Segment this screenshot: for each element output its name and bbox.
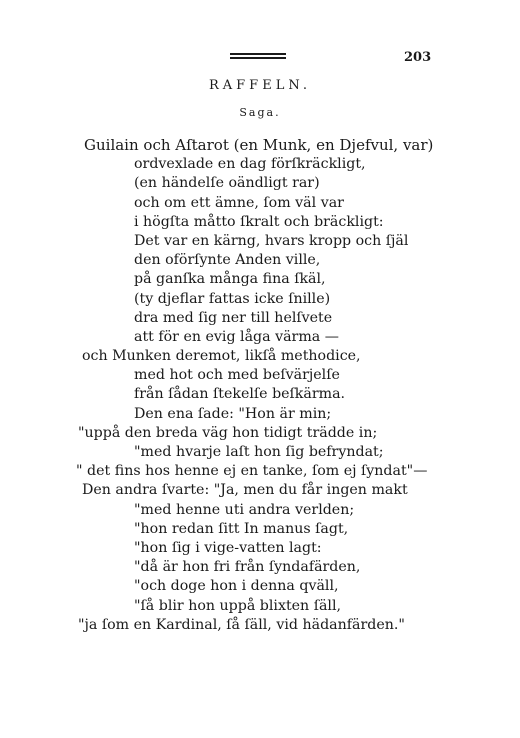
poem-line: från ſådan ſtekelſe beſkärma. [134, 386, 346, 403]
poem-line: med hot och med beſvärjelſe [134, 367, 340, 384]
poem-body [76, 136, 444, 635]
poem-line: att för en evig låga värma — [134, 328, 339, 345]
poem-line: (en händelſe oändligt rar) [134, 175, 320, 192]
poem-line: ordvexlade en dag förſkräckligt, [134, 156, 366, 173]
poem-line: "då är hon fri från ſyndafärden, [134, 559, 361, 576]
poem-line: "med hvarje laſt hon ſig befryndat; [134, 444, 384, 460]
poem-title: RAFFELN. [208, 78, 311, 93]
poem-line: "uppå den breda väg hon tidigt trädde in; [78, 424, 378, 441]
poem-line: " det fins hos henne ej en tanke, ſom ej ſyndat"— [76, 463, 428, 480]
poem-line: "och doge hon i denna qväll, [134, 578, 339, 595]
poem-line: "med henne uti andra verlden; [134, 501, 355, 518]
poem-line: Det var en kärng, hvars kropp och ſjäl [134, 232, 409, 249]
poem-line: Den andra ſvarte: "Ja, men du får ingen makt [82, 482, 408, 499]
poem-line: i högſta måtto ſkralt och bräckligt: [134, 213, 384, 230]
poem-line: Guilain och Aſtarot (en Munk, en Djefvul, var) [84, 136, 434, 154]
page-number: 203 [404, 50, 432, 65]
poem-line: dra med ſig ner till helſvete [134, 309, 333, 326]
poem-line: och om ett ämne, ſom väl var [134, 194, 344, 211]
poem-line: "ja ſom en Kardinal, ſå ſäll, vid hädanfärden." [78, 616, 405, 633]
header-rule [230, 53, 286, 59]
poem-line: "hon redan ſitt In manus ſagt, [134, 520, 349, 537]
poem-line: och Munken deremot, likſå methodice, [82, 348, 361, 365]
poem-subtitle: Saga. [239, 106, 281, 119]
poem-line: på ganſka många fina ſkäl, [134, 271, 326, 288]
poem-line: "hon ſig i vige-vatten lagt: [134, 539, 322, 556]
poem-line: den oförſynte Anden ville, [134, 252, 321, 269]
poem-line: (ty djeflar fattas icke ſnille) [134, 290, 331, 307]
poem-line: Den ena ſade: "Hon är min; [134, 405, 332, 422]
poem-line: "ſå blir hon uppå blixten ſäll, [134, 597, 341, 614]
